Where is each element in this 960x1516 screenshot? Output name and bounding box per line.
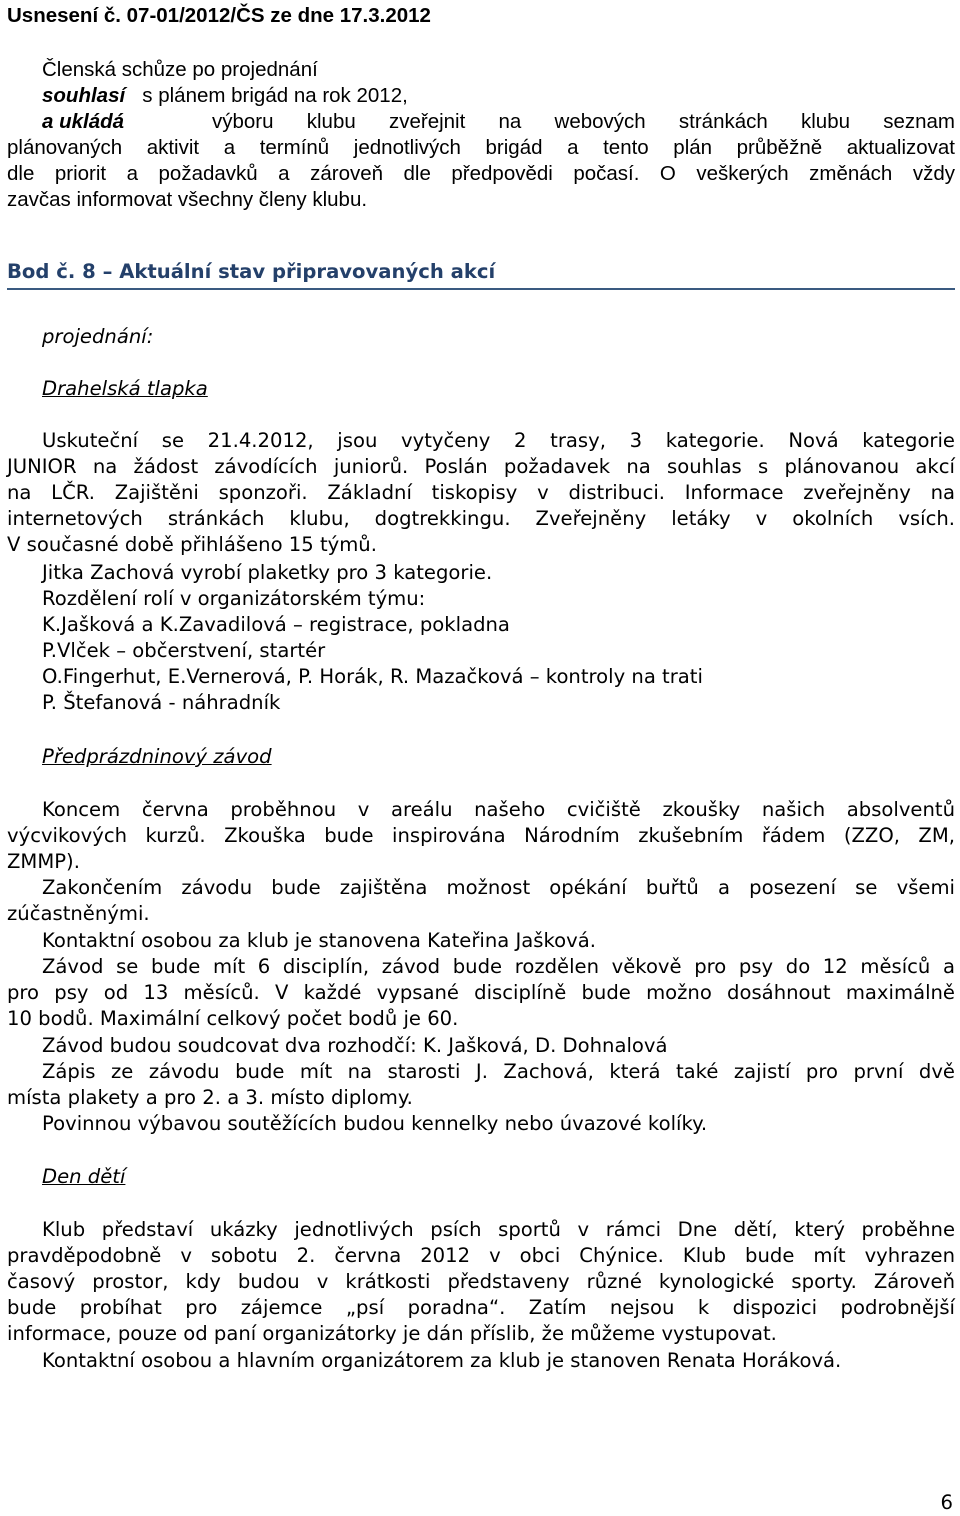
paragraph-line: Zápis ze závodu bude mít na starosti J. Zachová, která také zajistí pro první dvě	[42, 1060, 955, 1083]
resolution-line: zavčas informovat všechny členy klubu.	[7, 188, 368, 211]
agrees-label: souhlasí	[42, 84, 126, 107]
paragraph-line: časový prostor, kdy budou v krátkosti představeny různé kynologické sporty. Zároveň	[7, 1270, 955, 1293]
page-number: 6	[940, 1491, 953, 1514]
resolution-orders	[42, 109, 955, 135]
role-item: K.Jašková a K.Zavadilová – registrace, pokladna	[42, 613, 510, 636]
resolution-intro: Členská schůze po projednání	[42, 58, 318, 81]
subsection-title-den-deti: Den dětí	[42, 1165, 126, 1188]
discussion-label: projednání:	[42, 325, 154, 348]
paragraph-line: bude probíhat pro zájemce „psí poradna“. Zatím nejsou k dispozici podrobnější	[7, 1296, 955, 1319]
orders-text: výboru klubu zveřejnit na webových stránkách klubu seznam	[212, 110, 955, 133]
role-item: O.Fingerhut, E.Vernerová, P. Horák, R. Mazačková – kontroly na trati	[42, 665, 703, 688]
paragraph-line: Závod budou soudcovat dva rozhodčí: K. Jašková, D. Dohnalová	[42, 1034, 668, 1057]
paragraph-line: informace, pouze od paní organizátorky je dán příslib, že můžeme vystupovat.	[7, 1322, 777, 1345]
paragraph-line: zúčastněnými.	[7, 902, 150, 925]
section-heading: Bod č. 8 – Aktuální stav připravovaných akcí	[7, 258, 955, 290]
resolution-agrees	[42, 83, 408, 109]
paragraph-line: Kontaktní osobou a hlavním organizátorem za klub je stanoven Renata Horáková.	[42, 1349, 842, 1372]
paragraph-line: internetových stránkách klubu, dogtrekkingu. Zveřejněny letáky v okolních vsích.	[7, 507, 955, 530]
paragraph-line: výcvikových kurzů. Zkouška bude inspirována Národním zkušebním řádem (ZZO, ZM,	[7, 824, 955, 847]
paragraph-line: Koncem června proběhnou v areálu našeho cvičiště zkoušky našich absolventů	[42, 798, 955, 821]
paragraph-line: místa plakety a pro 2. a 3. místo diplomy.	[7, 1086, 413, 1109]
resolution-line: dle priorit a požadavků a zároveň dle předpovědi počasí. O veškerých změnách vždy	[7, 162, 955, 185]
resolution-line: plánovaných aktivit a termínů jednotlivých brigád a tento plán průběžně aktualizovat	[7, 136, 955, 159]
paragraph-line: JUNIOR na žádost závodících juniorů. Poslán požadavek na souhlas s plánovanou akcí	[7, 455, 955, 478]
agrees-text: s plánem brigád na rok 2012,	[142, 84, 408, 107]
paragraph-line: na LČR. Zajištěni sponzoři. Základní tiskopisy v distribuci. Informace zveřejněny na	[7, 481, 955, 504]
paragraph-line: V současné době přihlášeno 15 týmů.	[7, 533, 377, 556]
role-item: P.Vlček – občerstvení, startér	[42, 639, 326, 662]
subsection-title-predprazdninovy: Předprázdninový závod	[42, 745, 272, 768]
roles-title: Rozdělení rolí v organizátorském týmu:	[42, 587, 426, 610]
paragraph-line: ZMMP).	[7, 850, 80, 873]
paragraph-line: pravděpodobně v sobotu 2. června 2012 v obci Chýnice. Klub bude mít vyhrazen	[7, 1244, 955, 1267]
paragraph-line: Povinnou výbavou soutěžících budou kennelky nebo úvazové kolíky.	[42, 1112, 708, 1135]
orders-label: a ukládá	[42, 110, 125, 133]
plaques-note: Jitka Zachová vyrobí plaketky pro 3 kategorie.	[42, 561, 493, 584]
paragraph-line: Kontaktní osobou za klub je stanovena Kateřina Jašková.	[42, 929, 596, 952]
paragraph-line: Závod se bude mít 6 disciplín, závod bude rozdělen věkově pro psy do 12 měsíců a	[42, 955, 955, 978]
paragraph-line: Zakončením závodu bude zajištěna možnost opékání buřtů a posezení se všemi	[42, 876, 955, 899]
paragraph-line: Klub představí ukázky jednotlivých psích sportů v rámci Dne dětí, který proběhne	[42, 1218, 955, 1241]
paragraph-line: pro psy od 13 měsíců. V každé vypsané disciplíně bude možno dosáhnout maximálně	[7, 981, 955, 1004]
paragraph-line: Uskuteční se 21.4.2012, jsou vytyčeny 2 trasy, 3 kategorie. Nová kategorie	[42, 429, 955, 452]
subsection-title-drahelska: Drahelská tlapka	[42, 377, 208, 400]
paragraph-line: 10 bodů. Maximální celkový počet bodů je 60.	[7, 1007, 459, 1030]
role-item: P. Štefanová - náhradník	[42, 691, 281, 714]
resolution-title: Usnesení č. 07-01/2012/ČS ze dne 17.3.2012	[7, 4, 431, 27]
